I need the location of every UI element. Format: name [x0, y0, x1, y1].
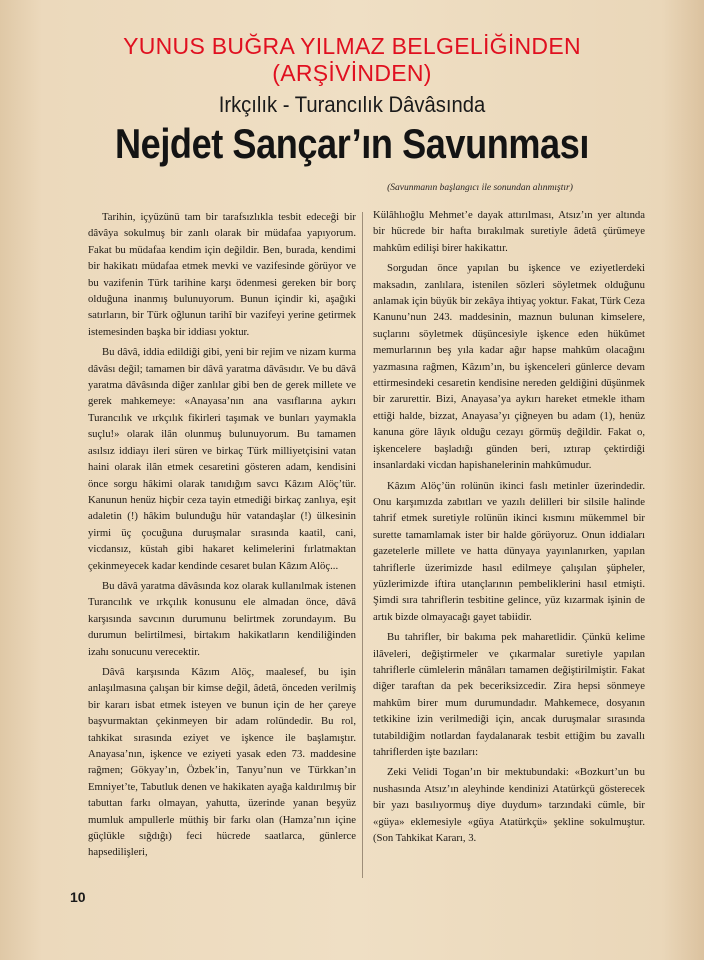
article-title: Nejdet Sançar’ın Savunması: [115, 120, 589, 167]
paragraph: Külâhlıoğlu Mehmet’e dayak attırılması, Atsız’ın yer altında bir hücrede bir hafta bırakılmak suretiyle âdetâ çürümeye mahkûm edilişi birer hakikattır.: [373, 209, 645, 254]
paragraph: Tarihin, içyüzünü tam bir tarafsızlıkla tesbit edeceği bir dâvâya sokulmuş bir zanlı olarak bir müdafaa yapıyorum. Fakat bu müdafaa kendim için değildir. Ben, burada, kendimi bir hakikatı müdafaa etmek mevki ve vazifesinde görüyor ve bu vazifenin Türk tarihine karşı ödenmesi gereken bir borç olduğuna inanmış bulunuyorum. Bunun içindir ki, aşağıki satırların, bir Türk oğlunun tarihî bir vazifeyi yerine getirmek istemesinden başka bir iddiası yoktur.: [88, 211, 356, 338]
right-column: [373, 207, 645, 846]
left-column: [88, 209, 356, 861]
paragraph: Bu dâvâ yaratma dâvâsında koz olarak kullanılmak istenen Turancılık ve ırkçılık konusunu ele almadan önce, dâvâ karşısında savcının durumunu belirtmek zorundayım. Bu durumun belirtilmesi, birtakım hakikatların kendiliğinden izahı sonucunu verecektir.: [88, 579, 356, 658]
paragraph: Bu dâvâ, iddia edildiği gibi, yeni bir rejim ve nizam kurma dâvâsı değil; tamamen bir dâvâ yaratma dâvâsıdır. Ve bu dâvâ yaratma dâvâsında diğer zanlılar gibi ben de gerek millete ve gerek mahkemeye: «Anayasa’nın ana vasıflarına aykırı Turancılık ve ırkçılık fikirleri taşımak ve bunları yaymakla suçlu!» olarak ilân olunmuş bulunuyorum. Bu tamamen asılsız iddiayı ileri süren ve birkaç Türk milliyetçisini vatan haini olarak ilân etmek cesaretini gösteren adam, kendisini önce sorgu hâkimi olarak tanıdığım savcı Kâzım Alöç’tür. Kanunun henüz hiçbir ceza tayin etmediği birkaç zanlıya, eşit adaletin (!) hâkim bulunduğu hür vatandaşlar (!) ülkesinin yirmi üç çocuğuna duruşmalar sırasında kaatil, cani, vicdansız, küstah gibi hakaret kelimelerini fırlatmaktan çekinmeyecek kadar kendinde cesaret bulan Kâzım Alöç...: [88, 346, 356, 572]
column-divider: [362, 212, 363, 878]
archive-watermark-line1: YUNUS BUĞRA YILMAZ BELGELİĞİNDEN: [123, 33, 581, 59]
paragraph: Dâvâ karşısında Kâzım Alöç, maalesef, bu işin anlaşılmasına çalışan bir kimse değil, âdetâ, önceden verilmiş bir kararı isbat etmek isteyen ve bunun için de her çareye başvurmaktan çekinmeyen bir adam rolündedir. Bu rol, tahkikat sırasında eziyet ve işkence ile başlamıştır. Anayasa’nın, işkence ve eziyeti yasak eden 73. maddesine rağmen; Gökyay’ın, Özbek’in, Tanyu’nun ve Türkkan’ın Emniyet’te, Tabutluk denen ve hakikaten ayağa kaldırılmış bir tabuttan farkı olmayan, yahutta, üzerinde yanan beşyüz mumluk ampullerle müthiş bir farkı olan (Hamza’nın içine güçlükle sığdığı) feci hücrede saatlarca, günlerce hapsedilişleri,: [88, 665, 356, 859]
page-number: 10: [70, 889, 86, 905]
paragraph: Zeki Velidi Togan’ın bir mektubundaki: «Bozkurt’un bu nushasında Atsız’ın aleyhinde kendinizi Atatürkçü gösterecek bir yazı basılıyormuş diye duydum» tarzındaki cümle, bir «güya» eklemesiyle «güya Atatürkçü» şekline sokulmuştur. (Son Tahkikat Kararı, 3.: [373, 766, 645, 845]
paragraph: Kâzım Alöç’ün rolünün ikinci faslı metinler üzerindedir. Onu karşımızda zabıtları ve yazılı delilleri bir silsile halinde tahrif etmek suretiyle rolünün ikinci kısmını mükemmel bir surette tamamlamak ister bir halde görüyoruz. Onun iddiaları gazetelerle millete ve hatta dünyaya yayınlanırken, yapılan tahriflerle üzerimizde hasıl edilmeye çalışılan şüpheler, yüzlerimizde iftira utançlarının pembeliklerini hasıl etmişti. Şimdi sıra tahriflerin tesbitine gelince, yüz kızarmak işinin de artık bizde olmayacağı gayet tabiidir.: [373, 479, 645, 623]
article-caption: (Savunmanın başlangıcı ile sonundan alınmıştır): [387, 183, 573, 193]
article-subtitle: Irkçılık - Turancılık Dâvâsında: [218, 92, 486, 117]
paragraph: Bu tahrifler, bir bakıma pek maharetlidir. Çünkü kelime ilâveleri, değiştirmeler ve çıkarmalar suretiyle yapılan tahriflerle cümlelerin mânâları tamamen değiştirilmiştir. Fakat diğer taraftan da pek beceriksizcedir. Zira hepsi sönmeye mahkûm birer mum durumundadır. Mahkemece, dosyanın tetkikine izin verilmediği için, ancak duruşmalar sırasında tutabildiğim notlardan faydalanarak tesbit ettiğim bu zavallı tahriflerden işte bazıları:: [373, 631, 645, 758]
paragraph: Sorgudan önce yapılan bu işkence ve eziyetlerdeki maksadın, zanlılara, istenilen sözleri söyletmek olduğunu anlamak için büyük bir zekâya ihtiyaç yoktur. Fakat, Türk Ceza Kanunu’nun 243. maddesinin, maznun bulunan kimselere, suçlarını söyletmek düşüncesiyle işkence eden hükûmet memurlarının beş yıla kadar ağır hapse mahkûm olacağını yazmasına rağmen, Kâzım’ın, bu işkenceleri günlerce devam ettirmesindeki cesaretin kendisine nereden geldiğini düşünmek bir zarurettir. Bizi, Anayasa’ya aykırı hareket etmekle itham ettiği halde, bizzat, Anayasa’yı çiğneyen bu adam (1), henüz kanuna göre lâyık olduğu cezayı görmüş değildir. Fakat o, işkencelere başladığı günden beri, ıztırap çektirdiği insanlardaki vicdan hapishanelerinin mahkûmudur.: [373, 262, 645, 472]
archive-watermark-line2: (ARŞİVİNDEN): [272, 60, 432, 86]
